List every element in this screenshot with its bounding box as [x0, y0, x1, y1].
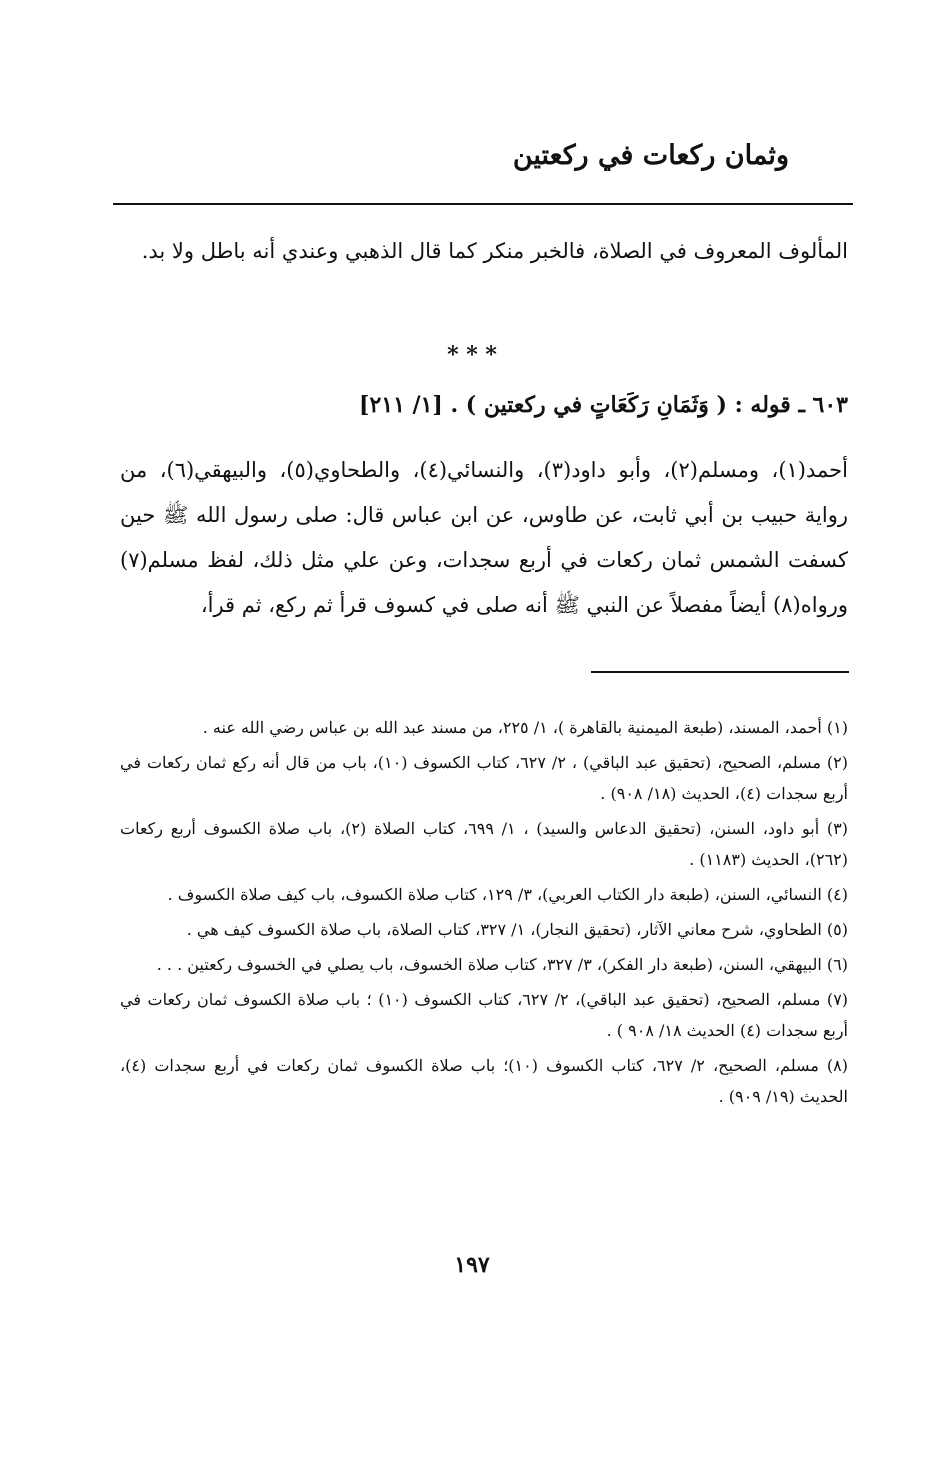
footnote-3: (٣) أبو داود، السنن، (تحقيق الدعاس والسيد) ، ١/ ٦٩٩، كتاب الصلاة (٢)، باب صلاة الكسوف أربع ركعات (٢٦٢)، الحديث (١١٨٣) . — [120, 819, 849, 869]
footnote-8: (٨) مسلم، الصحيح، ٢/ ٦٢٧، كتاب الكسوف (١٠)؛ باب صلاة الكسوف ثمان ركعات في أربع سجدات (٤)، الحديث (١٩/ ٩٠٩) . — [120, 1056, 849, 1106]
header-rule — [113, 203, 853, 205]
footnote-7: (٧) مسلم، الصحيح، (تحقيق عبد الباقي)، ٢/ ٦٢٧، كتاب الكسوف (١٠) ؛ باب صلاة الكسوف ثمان ركعات في أربع سجدات (٤) الحديث ١٨/ ٩٠٨ ) . — [120, 990, 849, 1040]
running-head: وثمان ركعات في ركعتين — [512, 140, 789, 171]
footnotes — [120, 712, 848, 1116]
footnote-1: (١) أحمد، المسند، (طبعة الميمنية بالقاهرة )، ١/ ٢٢٥، من مسند عبد الله بن عباس رضي الله عنه . — [202, 718, 848, 737]
intro-paragraph — [120, 230, 848, 272]
page-number: ١٩٧ — [454, 1252, 490, 1278]
footnote-rule — [591, 671, 849, 673]
footnote-6: (٦) البيهقي، السنن، (طبعة دار الفكر)، ٣/ ٣٢٧، كتاب صلاة الخسوف، باب يصلي في الخسوف ركعتين . . . — [156, 955, 848, 974]
entry-paragraph — [120, 448, 848, 628]
footnote-4: (٤) النسائي، السنن، (طبعة دار الكتاب العربي)، ٣/ ١٢٩، كتاب صلاة الكسوف، باب كيف صلاة الكسوف . — [167, 885, 848, 904]
intro-text: المألوف المعروف في الصلاة، فالخبر منكر كما قال الذهبي وعندي أنه باطل ولا بد. — [141, 239, 848, 263]
footnote-5: (٥) الطحاوي، شرح معاني الآثار، (تحقيق النجار)، ١/ ٣٢٧، كتاب الصلاة، باب صلاة الكسوف كيف هي . — [186, 920, 848, 939]
footnote-2: (٢) مسلم، الصحيح، (تحقيق عبد الباقي) ، ٢/ ٦٢٧، كتاب الكسوف (١٠)، باب من قال أنه ركع ثمان ركعات في أربع سجدات (٤)، الحديث (١٨/ ٩٠٨) . — [120, 753, 848, 803]
section-separator: * * * — [447, 342, 497, 368]
entry-text: أحمد(١)، ومسلم(٢)، وأبو داود(٣)، والنسائي(٤)، والطحاوي(٥)، والبيهقي(٦)، من رواية حبيب بن أبي ثابت، عن طاوس، عن ابن عباس قال: صلى رسول الله ﷺ حين كسفت الشمس ثمان ركعات في أربع سجدات، وعن علي مثل ذلك، لفظ مسلم(٧) ورواه(٨) أيضاً مفصلاً عن النبي ﷺ أنه صلى في كسوف قرأ ثم ركع، ثم قرأ، — [120, 458, 848, 617]
entry-heading: ٦٠٣ ـ قوله : ( وَثَمَانِ رَكَعَاتٍ في ركعتين ) . [١/ ٢١١] — [359, 392, 848, 418]
